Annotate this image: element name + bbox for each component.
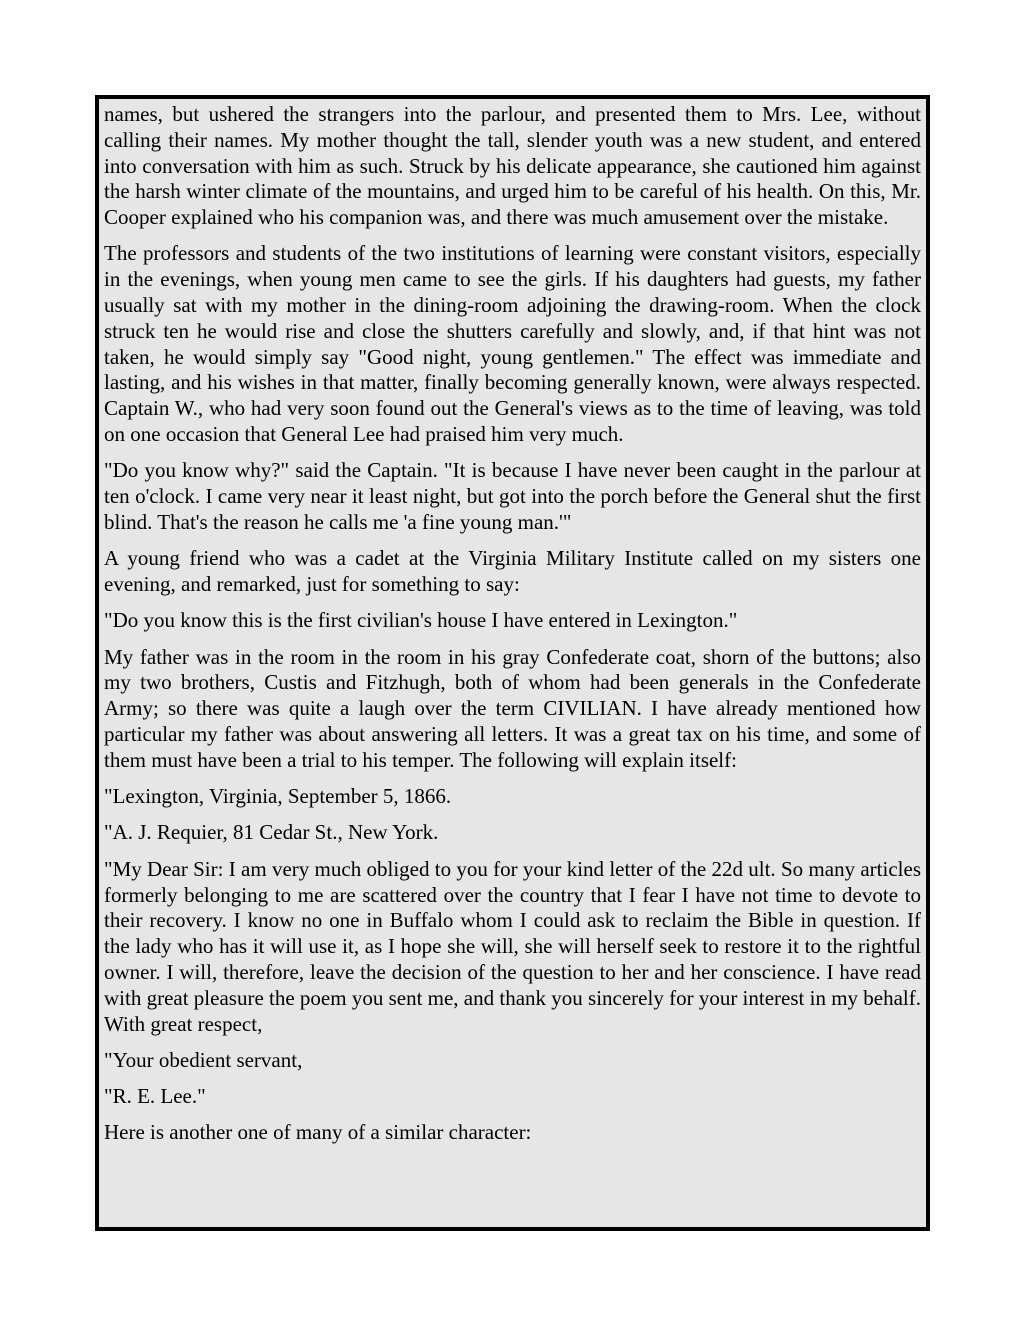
paragraph-another-letter: Here is another one of many of a similar character: [104, 1120, 532, 1145]
text-frame [95, 95, 930, 1231]
letter-addressee: "A. J. Requier, 81 Cedar St., New York. [104, 820, 439, 845]
paragraph-parlour-introduction: names, but ushered the strangers into the parlour, and presented them to Mrs. Lee, without calling their names. My mother thought the tall, slender youth was a new student, and entered into conversation with him as such. Struck by his delicate appearance, she cautioned him against the harsh winter climate of the mountains, and urged him to be careful of his health. On this, Mr. Cooper explained who his companion was, and there was much amusement over the mistake. [104, 102, 921, 230]
letter-dateline: "Lexington, Virginia, September 5, 1866. [104, 784, 452, 809]
paragraph-confederate-coat: My father was in the room in the room in his gray Confederate coat, shorn of the buttons; also my two brothers, Custis and Fitzhugh, both of whom had been generals in the Confederate Army; so there was quite a laugh over the term CIVILIAN. I have already mentioned how particular my father was about answering all letters. It was a great tax on his time, and some of them must have been a trial to his temper. The following will explain itself: [104, 644, 921, 772]
paragraph-civilian-quote: "Do you know this is the first civilian's house I have entered in Lexington." [104, 608, 738, 633]
paragraph-evening-visitors: The professors and students of the two institutions of learning were constant visitors, especially in the evenings, when young men came to see the girls. If his daughters had guests, my father usually sat with my mother in the dining-room adjoining the drawing-room. When the clock struck ten he would rise and close the shutters carefully and slowly, and, if that hint was not taken, he would simply say "Good night, young gentlemen." The effect was immediate and lasting, and his wishes in that matter, finally becoming generally known, were always respected. Captain W., who had very soon found out the General's views as to the time of leaving, was told on one occasion that General Lee had praised him very much. [104, 241, 921, 447]
letter-closing: "Your obedient servant, [104, 1047, 303, 1072]
paragraph-cadet-visit: A young friend who was a cadet at the Virginia Military Institute called on my sisters one evening, and remarked, just for something to say: [104, 546, 921, 597]
document-body [104, 102, 921, 1146]
letter-signature: "R. E. Lee." [104, 1084, 206, 1109]
letter-body: "My Dear Sir: I am very much obliged to you for your kind letter of the 22d ult. So many articles formerly belonging to me are scattered over the country that I fear I have not time to devote to their recovery. I know no one in Buffalo whom I could ask to reclaim the Bible in question. If the lady who has it will use it, as I hope she will, she will herself seek to restore it to the rightful owner. I will, therefore, leave the decision of the question to her and her conscience. I have read with great pleasure the poem you sent me, and thank you sincerely for your interest in my behalf. With great respect, [104, 856, 922, 1036]
paragraph-captain-quote: "Do you know why?" said the Captain. "It is because I have never been caught in the parlour at ten o'clock. I came very near it least night, but got into the porch before the General shut the first blind. That's the reason he calls me 'a fine young man.'" [104, 458, 921, 534]
